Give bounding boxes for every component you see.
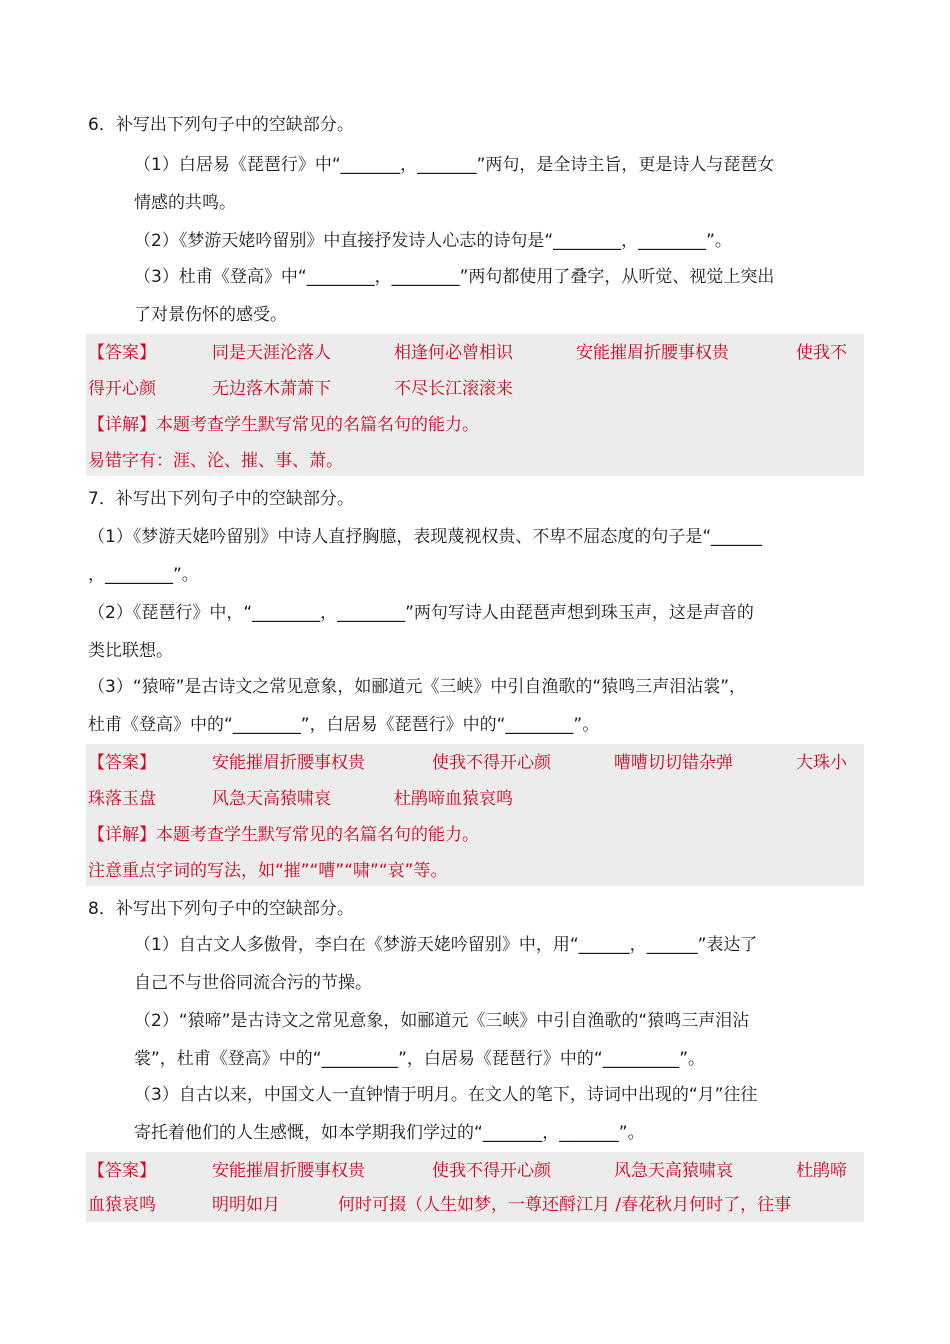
q8-answer-5: 明明如月	[212, 1195, 280, 1215]
q7-answer-6: 杜鹃啼血猿哀鸣	[394, 789, 513, 809]
q6-part3-line2: 了对景伤怀的感受。	[134, 305, 287, 325]
q7-answer-row2	[88, 780, 858, 818]
q6-part3-line1: （3）杜甫《登高》中“________，________”两句都使用了叠字，从听觉、视觉上突出	[134, 267, 775, 287]
q7-note: 注意重点字词的写法，如“摧”“嘈”“啸”“哀”等。	[88, 861, 448, 881]
q6-answer-row2	[88, 370, 858, 408]
q6-title: 6．补写出下列句子中的空缺部分。	[88, 115, 354, 135]
q6-answer-block	[86, 334, 864, 476]
q7-part2-line2: 类比联想。	[88, 641, 173, 661]
q6-answer-4a: 使我不	[796, 343, 847, 363]
q8-part2-line1: （2）“猿啼”是古诗文之常见意象，如郦道元《三峡》中引自渔歌的“猿鸣三声泪沾	[134, 1011, 750, 1031]
q6-detail: 【详解】本题考查学生默写常见的名篇名句的能力。	[88, 415, 479, 435]
q7-answer-block	[86, 744, 864, 886]
q6-answer-4b: 得开心颜	[88, 379, 156, 399]
q8-answer-tag: 【答案】	[88, 1161, 156, 1181]
q7-part3-line1: （3）“猿啼”是古诗文之常见意象，如郦道元《三峡》中引自渔歌的“猿鸣三声泪沾裳”，	[88, 677, 747, 697]
q6-answer-2: 相逢何必曾相识	[394, 343, 513, 363]
q8-answer-1: 安能摧眉折腰事权贵	[212, 1161, 365, 1181]
q7-part1-line1: （1）《梦游天姥吟留别》中诗人直抒胸臆，表现蔑视权贵、不卑不屈态度的句子是“______	[88, 527, 763, 547]
q8-answer-4b: 血猿哀鸣	[88, 1195, 156, 1215]
q6-answer-6: 不尽长江滚滚来	[394, 379, 513, 399]
q7-answer-2: 使我不得开心颜	[432, 753, 551, 773]
q6-part1-line1: （1）白居易《琵琶行》中“_______，_______”两句，是全诗主旨，更是诗人与琵琶女	[134, 155, 775, 175]
q7-answer-4a: 大珠小	[796, 753, 847, 773]
q6-answer-1: 同是天涯沦落人	[212, 343, 331, 363]
q8-answer-6: 何时可掇（人生如梦，一尊还酹江月 /春花秋月何时了，往事	[338, 1195, 792, 1215]
q8-answer-row2	[88, 1186, 858, 1224]
q7-answer-3: 嘈嘈切切错杂弹	[614, 753, 733, 773]
q8-answer-block	[86, 1152, 864, 1222]
q6-answer-5: 无边落木萧萧下	[212, 379, 331, 399]
q7-answer-row1	[88, 744, 858, 782]
q8-title: 8．补写出下列句子中的空缺部分。	[88, 899, 354, 919]
q7-answer-4b: 珠落玉盘	[88, 789, 156, 809]
q7-answer-5: 风急天高猿啸哀	[212, 789, 331, 809]
q8-answer-3: 风急天高猿啸哀	[614, 1161, 733, 1181]
q6-answer-tag: 【答案】	[88, 343, 156, 363]
q6-note: 易错字有：涯、沦、摧、事、萧。	[88, 451, 343, 471]
q6-part2: （2）《梦游天姥吟留别》中直接抒发诗人心志的诗句是“________，________”。	[134, 231, 732, 251]
q8-part1-line2: 自己不与世俗同流合污的节操。	[134, 973, 372, 993]
q7-title: 7．补写出下列句子中的空缺部分。	[88, 489, 354, 509]
q7-detail: 【详解】本题考查学生默写常见的名篇名句的能力。	[88, 825, 479, 845]
q6-answer-row1	[88, 334, 858, 372]
q7-part2-line1: （2）《琵琶行》中，“________，________”两句写诗人由琵琶声想到珠玉声，这是声音的	[88, 603, 754, 623]
q8-answer-row1	[88, 1152, 858, 1190]
q7-part3-line2: 杜甫《登高》中的“________”，白居易《琵琶行》中的“________”。	[88, 715, 600, 735]
q8-part2-line2: 裳”，杜甫《登高》中的“_________”，白居易《琵琶行》中的“_________”。	[134, 1049, 706, 1069]
q8-part3-line1: （3）自古以来，中国文人一直钟情于明月。在文人的笔下，诗词中出现的“月”往往	[134, 1085, 758, 1105]
q7-part1-line2: ，________”。	[88, 565, 199, 585]
q8-part1-line1: （1）自古文人多傲骨，李白在《梦游天姥吟留别》中，用“______，______”表达了	[134, 935, 758, 955]
q8-part3-line2: 寄托着他们的人生感慨，如本学期我们学过的“_______，_______”。	[134, 1123, 645, 1143]
q8-answer-2: 使我不得开心颜	[432, 1161, 551, 1181]
q8-answer-4a: 杜鹃啼	[796, 1161, 847, 1181]
q6-part1-line2: 情感的共鸣。	[134, 193, 236, 213]
q7-answer-tag: 【答案】	[88, 753, 156, 773]
q6-answer-3: 安能摧眉折腰事权贵	[576, 343, 729, 363]
q7-answer-1: 安能摧眉折腰事权贵	[212, 753, 365, 773]
